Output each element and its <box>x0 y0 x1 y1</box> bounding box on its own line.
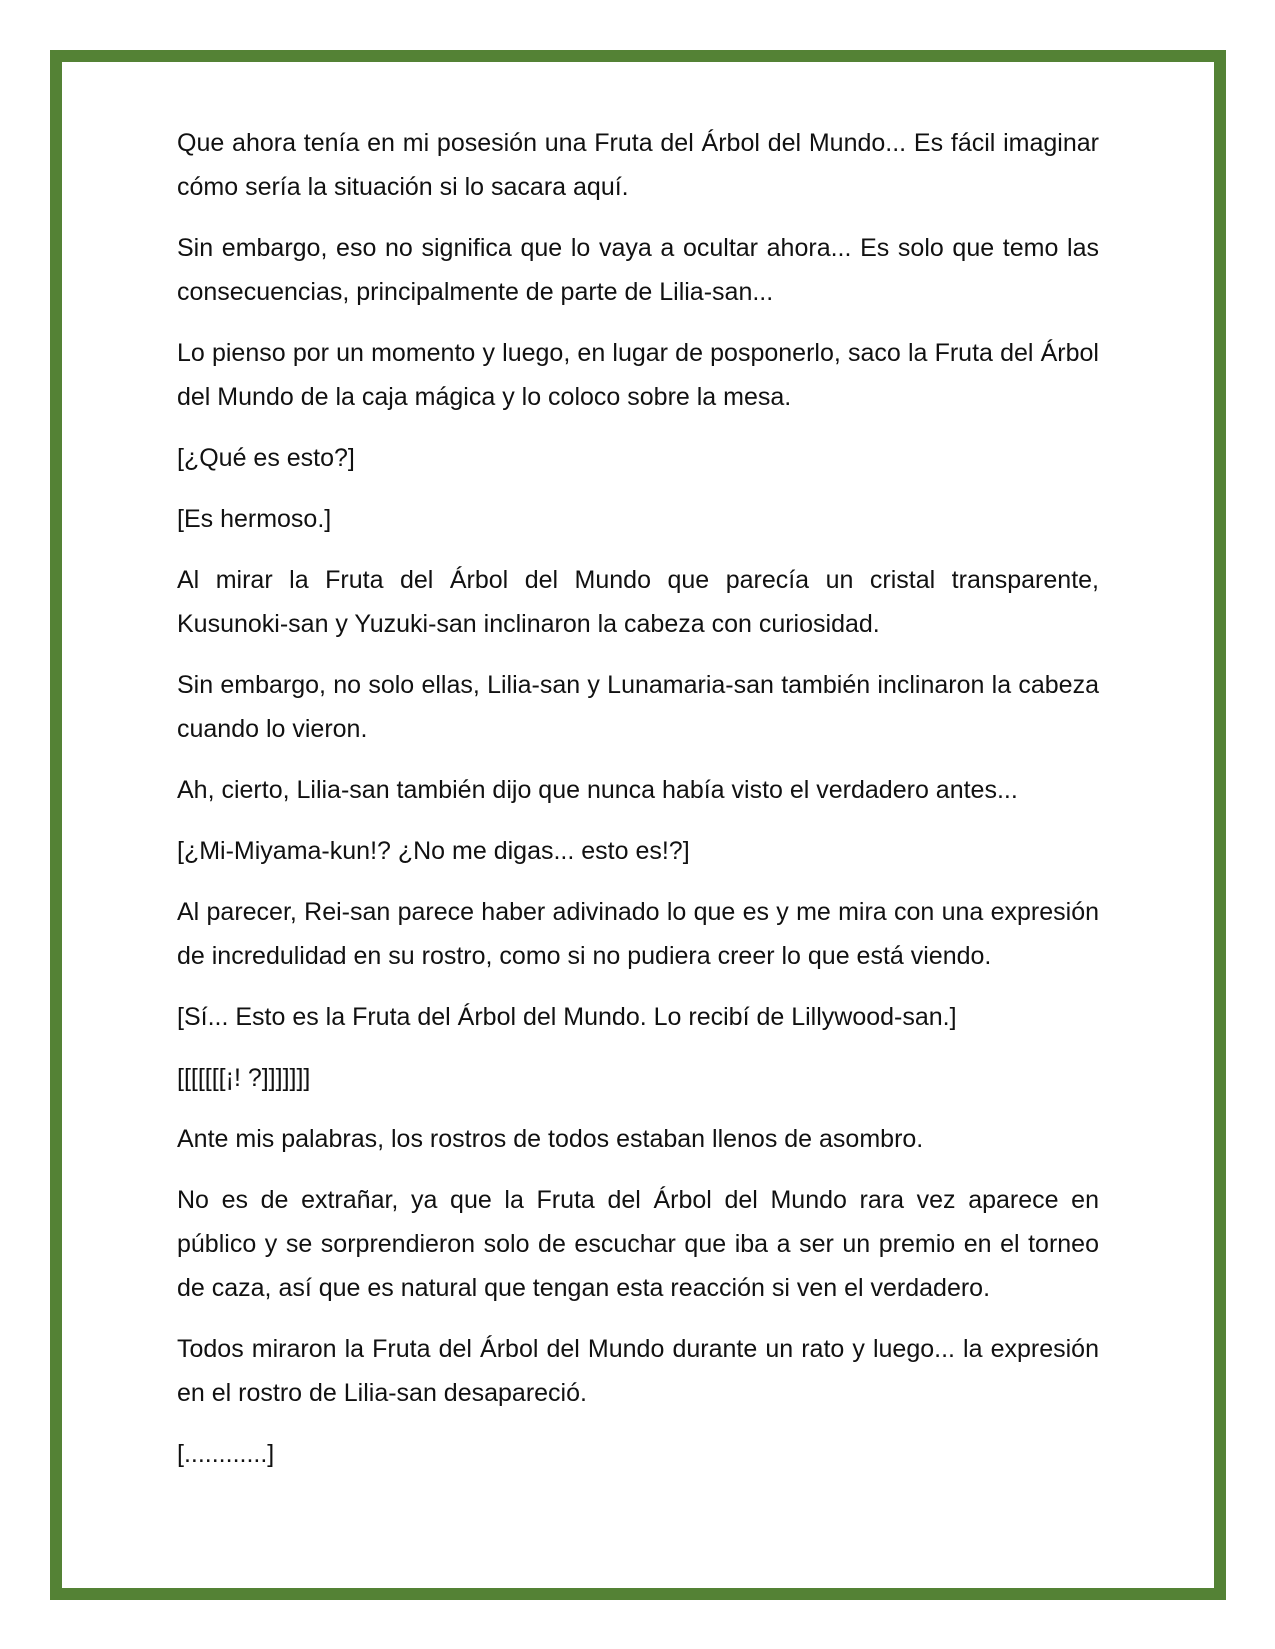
dialogue-line: [............] <box>177 1440 275 1468</box>
paragraph: Que ahora tenía en mi posesión una Fruta del Árbol del Mundo... Es fácil imaginar cómo sería la situación si lo sacara aquí. <box>177 129 1099 201</box>
paragraph: Ante mis palabras, los rostros de todos estaban llenos de asombro. <box>177 1125 924 1153</box>
paragraph: Sin embargo, no solo ellas, Lilia-san y Lunamaria-san también inclinaron la cabeza cuando lo vieron. <box>177 671 1099 743</box>
paragraph: Lo pienso por un momento y luego, en lugar de posponerlo, saco la Fruta del Árbol del Mundo de la caja mágica y lo coloco sobre la mesa. <box>177 339 1099 411</box>
dialogue-line: [¿Mi-Miyama-kun!? ¿No me digas... esto es!?] <box>177 837 690 865</box>
document-body <box>177 121 1099 1493</box>
paragraph: Ah, cierto, Lilia-san también dijo que nunca había visto el verdadero antes... <box>177 776 1018 804</box>
paragraph: Al parecer, Rei-san parece haber adivinado lo que es y me mira con una expresión de incredulidad en su rostro, como si no pudiera creer lo que está viendo. <box>177 898 1099 970</box>
paragraph: Sin embargo, eso no significa que lo vaya a ocultar ahora... Es solo que temo las consecuencias, principalmente de parte de Lilia-san... <box>177 234 1099 306</box>
paragraph: No es de extrañar, ya que la Fruta del Árbol del Mundo rara vez aparece en público y se sorprendieron solo de escuchar que iba a ser un premio en el torneo de caza, así que es natural que tengan esta reacción si ven el verdadero. <box>177 1186 1099 1302</box>
paragraph: Al mirar la Fruta del Árbol del Mundo que parecía un cristal transparente, Kusunoki-san y Yuzuki-san inclinaron la cabeza con curiosidad. <box>177 566 1099 638</box>
dialogue-line: [Es hermoso.] <box>177 505 332 533</box>
dialogue-line: [[[[[[[¡! ?]]]]]]] <box>177 1064 311 1092</box>
paragraph: Todos miraron la Fruta del Árbol del Mundo durante un rato y luego... la expresión en el rostro de Lilia-san desapareció. <box>177 1335 1099 1407</box>
dialogue-line: [Sí... Esto es la Fruta del Árbol del Mundo. Lo recibí de Lillywood-san.] <box>177 1003 957 1031</box>
dialogue-line: [¿Qué es esto?] <box>177 444 355 472</box>
